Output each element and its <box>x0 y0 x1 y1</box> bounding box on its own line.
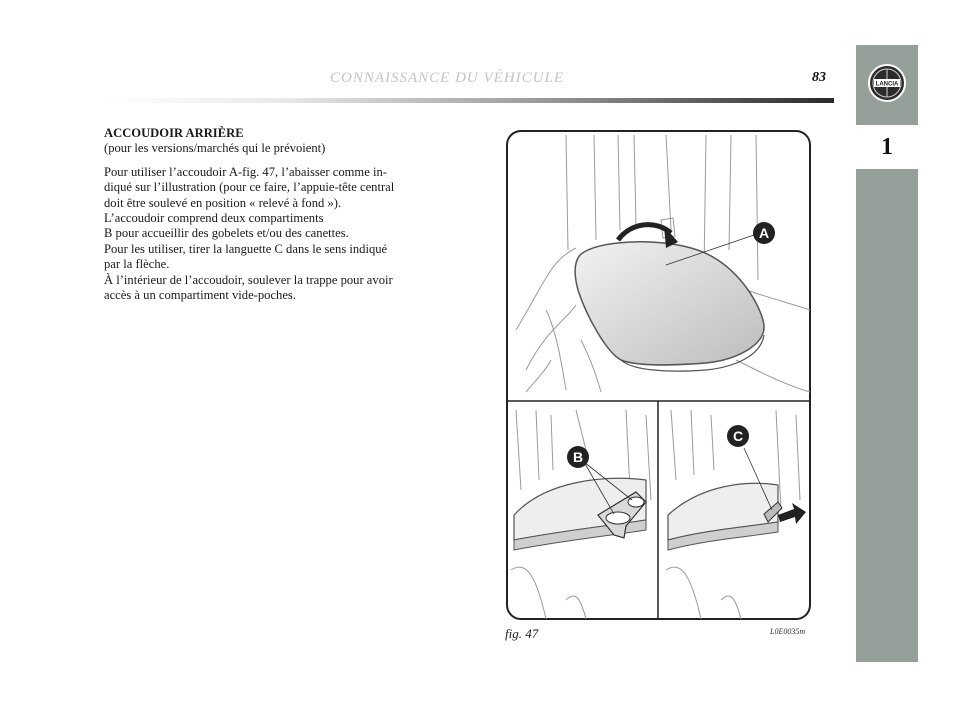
section-subtitle: (pour les versions/marchés qui le prévoient) <box>104 141 326 156</box>
body-line: Pour les utiliser, tirer la languette C dans le sens indiqué <box>104 241 388 256</box>
lancia-logo-icon <box>865 61 909 105</box>
logo-text: LANCIA <box>875 81 899 88</box>
chapter-number: 1 <box>881 133 893 160</box>
label-c: C <box>732 428 744 444</box>
figure-caption: fig. 47 <box>505 626 539 641</box>
body-line: accès à un compartiment vide-poches. <box>104 288 296 303</box>
cup-holder-ring-1 <box>606 512 630 524</box>
body-text-column <box>104 126 460 303</box>
body-line: diqué sur l’illustration (pour ce faire, l’appuie-tête central <box>104 180 395 195</box>
body-line: doit être soulevé en position « relevé à fond »). <box>104 195 342 210</box>
header-rule <box>104 98 834 103</box>
body-line: L’accoudoir comprend deux compartiments <box>104 211 324 226</box>
chapter-number-box <box>856 123 918 171</box>
brand-logo-box <box>856 45 918 121</box>
body-line: Pour utiliser l’accoudoir A-fig. 47, l’abaisser comme in- <box>104 164 387 179</box>
body-line: B pour accueillir des gobelets et/ou des canettes. <box>104 226 349 241</box>
label-b: B <box>572 449 584 465</box>
section-header-title: CONNAISSANCE DU VÉHICULE <box>330 70 564 86</box>
body-line: À l’intérieur de l’accoudoir, soulever la trappe pour avoir <box>104 272 393 287</box>
armrest-illustration <box>506 130 811 620</box>
section-title: ACCOUDOIR ARRIÈRE <box>104 126 244 140</box>
label-a: A <box>758 225 770 241</box>
page-number: 83 <box>812 70 826 85</box>
figure-code: L0E0035m <box>770 627 806 636</box>
body-line: par la flèche. <box>104 257 170 272</box>
